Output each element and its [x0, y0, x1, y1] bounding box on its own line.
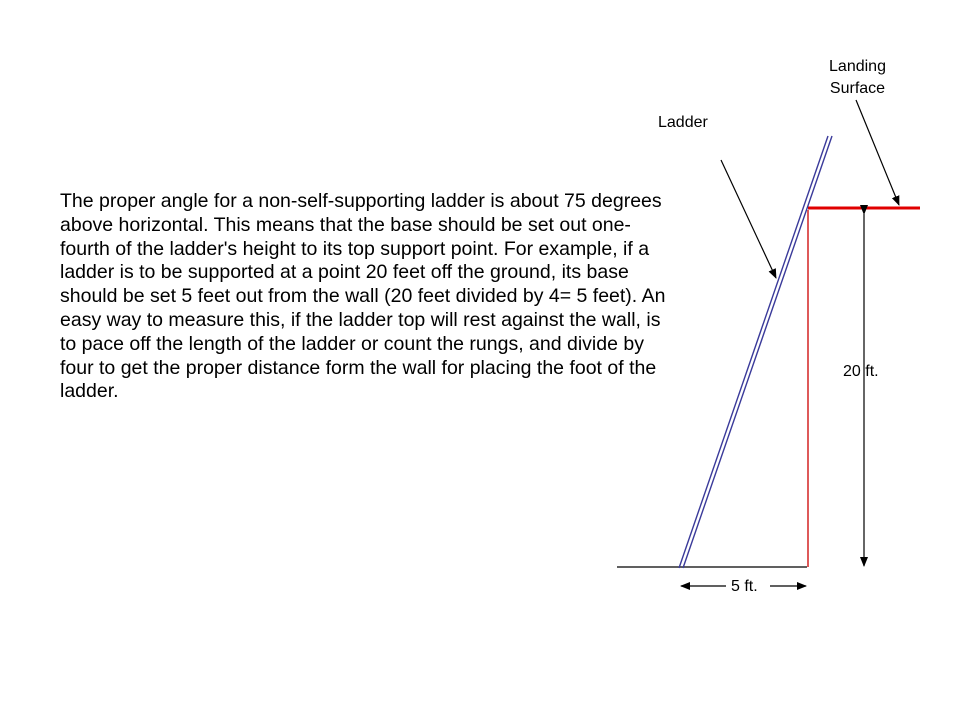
- landing-pointer-arrow: [856, 100, 899, 205]
- landing-surface-label-line-2: Surface: [829, 80, 886, 97]
- base-distance-label: 5 ft.: [731, 578, 758, 595]
- ladder-rail-left: [679, 136, 828, 568]
- landing-surface-label: [815, 56, 900, 100]
- ladder-pointer-arrow: [721, 160, 776, 278]
- ladder-label: Ladder: [658, 114, 708, 131]
- ladder-angle-explanation: The proper angle for a non-self-supporting ladder is about 75 degrees above horizontal. This means that the base should be set out one-fourth of the ladder's height to its top support point. For example, if a ladder is to be supported at a point 20 feet off the ground, its base should be set 5 feet out from the wall (20 feet divided by 4= 5 feet). An easy way to measure this, if the ladder top will rest against the wall, is to pace off the length of the ladder or count the rungs, and divide by four to get the proper distance form the wall for placing the foot of the ladder.: [60, 190, 666, 403]
- height-label: 20 ft.: [843, 363, 879, 380]
- ladder-rail-right: [683, 136, 832, 568]
- landing-surface-label-line-1: Landing: [829, 58, 886, 75]
